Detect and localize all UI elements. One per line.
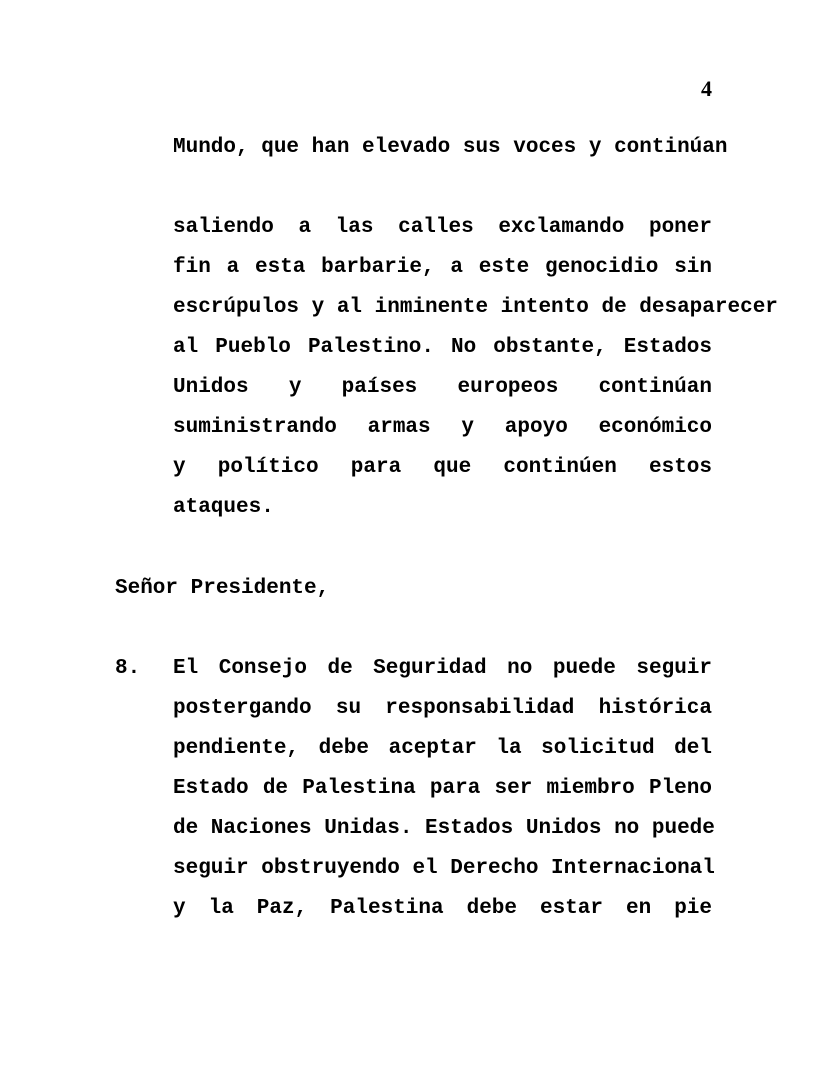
paragraph-line: Unidos y países europeos continúan (173, 376, 712, 399)
paragraph-line: ataques. (173, 496, 274, 519)
item-line: Estado de Palestina para ser miembro Pleno (173, 777, 712, 800)
paragraph-line: saliendo a las calles exclamando poner (173, 216, 712, 239)
paragraph-line: y político para que continúen estos (173, 456, 712, 479)
salutation: Señor Presidente, (115, 577, 330, 600)
item-line: El Consejo de Seguridad no puede seguir (173, 657, 712, 680)
paragraph-line: Mundo, que han elevado sus voces y continúan (173, 136, 728, 159)
paragraph-line: al Pueblo Palestino. No obstante, Estados (173, 336, 712, 359)
paragraph-line: escrúpulos y al inminente intento de desaparecer (173, 296, 778, 319)
page-number: 4 (701, 76, 712, 101)
paragraph-line: fin a esta barbarie, a este genocidio sin (173, 256, 712, 279)
item-line: pendiente, debe aceptar la solicitud del (173, 737, 712, 760)
item-number: 8. (115, 657, 141, 680)
paragraph-line: suministrando armas y apoyo económico (173, 416, 712, 439)
item-line: seguir obstruyendo el Derecho Internacional (173, 857, 715, 880)
item-line: postergando su responsabilidad histórica (173, 697, 712, 720)
item-line: y la Paz, Palestina debe estar en pie (173, 897, 712, 920)
item-line: de Naciones Unidas. Estados Unidos no puede (173, 817, 715, 840)
